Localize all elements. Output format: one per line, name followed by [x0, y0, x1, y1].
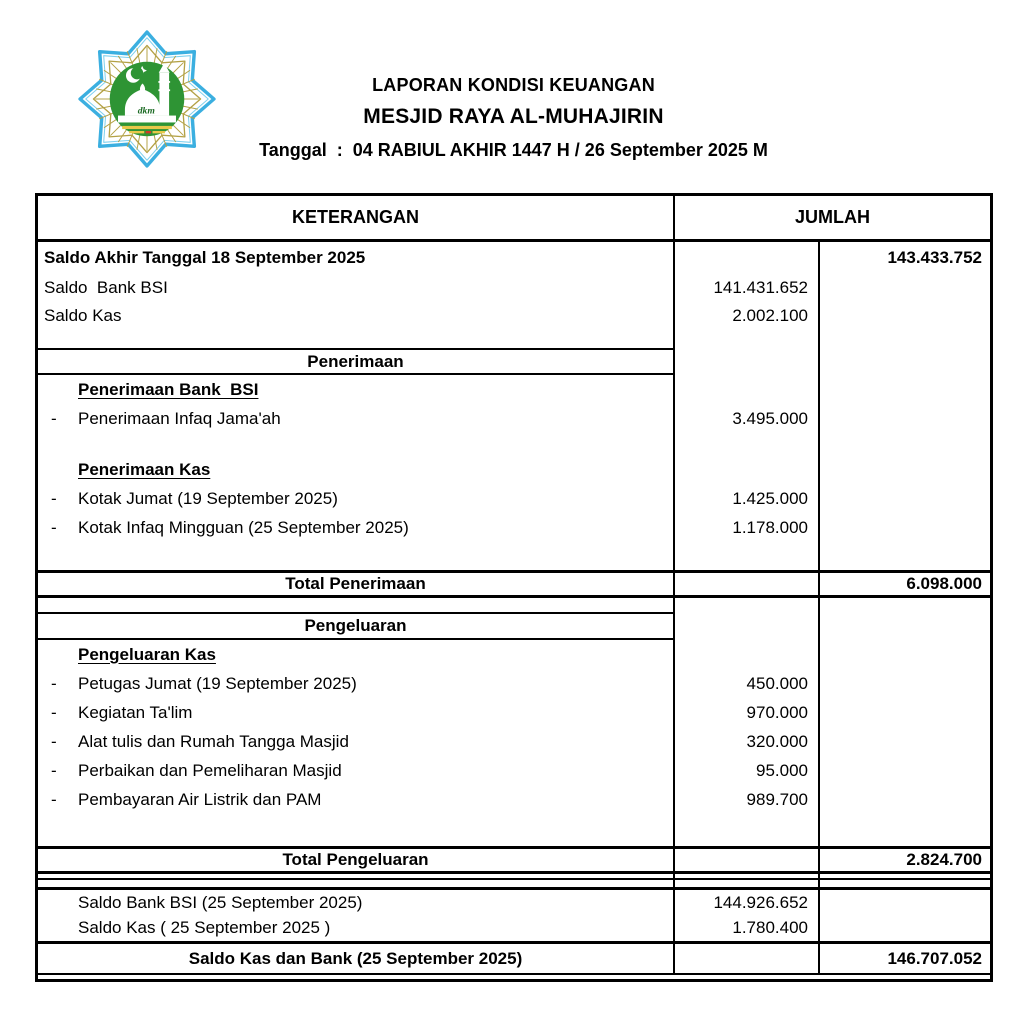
mosque-name: MESJID RAYA AL-MUHAJIRIN [363, 105, 664, 128]
divider-row [38, 880, 990, 887]
group-heading-row: Penerimaan Kas [38, 455, 990, 484]
spacer-row [38, 814, 990, 846]
dash-bullet [38, 732, 78, 752]
dash-bullet [38, 761, 78, 781]
keterangan-header: KETERANGAN [38, 196, 675, 239]
dash-bullet [38, 674, 78, 694]
table-row: - Alat tulis dan Rumah Tangga Masjid 320.000 [38, 727, 990, 756]
spacer-row [38, 542, 990, 570]
spacer-row [38, 598, 990, 612]
dash-bullet [38, 518, 78, 538]
group-heading-row: Pengeluaran Kas [38, 640, 990, 669]
table-row: - Penerimaan Infaq Jama'ah 3.495.000 [38, 404, 990, 433]
jumlah-header: JUMLAH [795, 207, 870, 227]
spacer-row [38, 433, 990, 455]
logo-monogram: dkm [137, 105, 155, 117]
table-row-opening-title: Saldo Akhir Tanggal 18 September 2025 143.433.752 [38, 242, 990, 274]
table-row: - Kotak Infaq Mingguan (25 September 2025) 1.178.000 [38, 513, 990, 542]
table-row: Saldo Bank BSI (25 September 2025) 144.926.652 [38, 887, 990, 915]
dash-bullet [38, 703, 78, 723]
dash-bullet [38, 489, 78, 509]
dash-bullet [38, 790, 78, 810]
table-row: Saldo Kas 2.002.100 [38, 302, 990, 330]
table-row: - Kotak Jumat (19 September 2025) 1.425.000 [38, 484, 990, 513]
total-penerimaan-row: Total Penerimaan 6.098.000 [38, 570, 990, 598]
opening-total: 143.433.752 [887, 248, 982, 267]
table-row: - Perbaikan dan Pemeliharan Masjid 95.000 [38, 756, 990, 785]
grand-total-row: Saldo Kas dan Bank (25 September 2025) 146.707.052 [38, 941, 990, 975]
total-pengeluaran-row: Total Pengeluaran 2.824.700 [38, 846, 990, 874]
section-band-pengeluaran: Pengeluaran [38, 612, 990, 640]
finance-table [35, 193, 993, 982]
spacer-row [38, 330, 990, 348]
table-row: Saldo Kas ( 25 September 2025 ) 1.780.400 [38, 915, 990, 941]
table-header-row [38, 196, 990, 242]
report-date: Tanggal : 04 RABIUL AKHIR 1447 H / 26 September 2025 M [259, 140, 768, 160]
table-row: - Kegiatan Ta'lim 970.000 [38, 698, 990, 727]
table-row: Saldo Bank BSI 141.431.652 [38, 274, 990, 302]
group-heading-row: Penerimaan Bank BSI [38, 375, 990, 404]
title-block [0, 76, 1027, 159]
table-row: - Pembayaran Air Listrik dan PAM 989.700 [38, 785, 990, 814]
section-band-penerimaan: Penerimaan [38, 348, 990, 375]
table-row: - Petugas Jumat (19 September 2025) 450.000 [38, 669, 990, 698]
dash-bullet [38, 409, 78, 429]
report-title: LAPORAN KONDISI KEUANGAN [372, 75, 655, 95]
report-header [0, 0, 1027, 193]
